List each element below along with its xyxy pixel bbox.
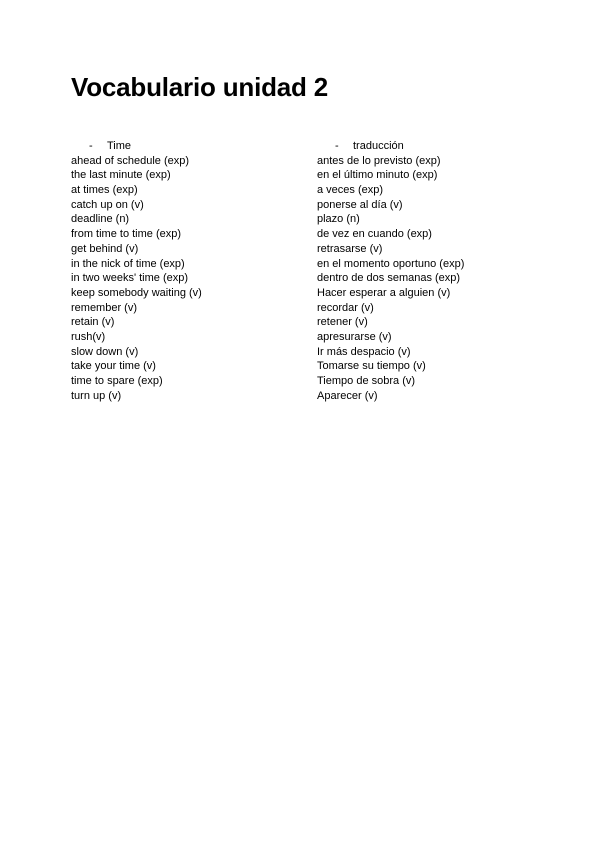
- vocab-translation: a veces (exp): [317, 184, 384, 197]
- vocabulary-spanish-column: [317, 139, 567, 403]
- vocab-term: retain (v): [71, 316, 115, 329]
- page-title: Vocabulario unidad 2: [71, 72, 329, 102]
- vocab-translation: Hacer esperar a alguien (v): [317, 286, 451, 299]
- vocab-translation: dentro de dos semanas (exp): [317, 272, 461, 285]
- vocab-translation: en el momento oportuno (exp): [317, 257, 465, 270]
- vocab-translation: recordar (v): [317, 301, 374, 314]
- bullet-dash: -: [89, 140, 93, 152]
- vocab-term: from time to time (exp): [71, 228, 182, 241]
- column-header-label: traducción: [353, 140, 404, 152]
- column-header-traduccion: [317, 139, 567, 154]
- vocab-translation: en el último minuto (exp): [317, 169, 438, 182]
- vocab-term: take your time (v): [71, 360, 156, 373]
- vocab-translation: ponerse al día (v): [317, 198, 403, 211]
- vocab-term: deadline (n): [71, 213, 130, 226]
- vocab-term: catch up on (v): [71, 198, 144, 211]
- bullet-dash: -: [335, 140, 339, 152]
- vocab-term: slow down (v): [71, 345, 139, 358]
- vocab-term: time to spare (exp): [71, 375, 163, 387]
- vocab-term: remember (v): [71, 301, 138, 314]
- vocab-translation: Tiempo de sobra (v): [317, 375, 416, 387]
- vocab-term: keep somebody waiting (v): [71, 286, 202, 299]
- vocab-translation: plazo (n): [317, 213, 360, 226]
- vocab-term: rush(v): [71, 330, 106, 343]
- vocab-translation: antes de lo previsto (exp): [317, 154, 441, 167]
- vocab-translation: de vez en cuando (exp): [317, 228, 432, 241]
- vocab-term: ahead of schedule (exp): [71, 154, 190, 167]
- column-header-label: Time: [107, 140, 132, 152]
- vocab-translation: Tomarse su tiempo (v): [317, 360, 426, 373]
- vocab-term: in two weeks' time (exp): [71, 272, 189, 285]
- vocab-translation: apresurarse (v): [317, 330, 392, 343]
- vocab-term: turn up (v): [71, 389, 122, 402]
- vocab-translation: retrasarse (v): [317, 242, 383, 255]
- vocab-term: the last minute (exp): [71, 169, 171, 182]
- vocab-term: in the nick of time (exp): [71, 257, 185, 270]
- vocab-term: at times (exp): [71, 184, 138, 197]
- column-header-time: [71, 139, 301, 154]
- vocabulary-english-column: [71, 139, 301, 403]
- vocab-translation: retener (v): [317, 316, 368, 329]
- vocab-translation: Aparecer (v): [317, 389, 378, 402]
- vocab-translation: Ir más despacio (v): [317, 345, 411, 358]
- vocab-term: get behind (v): [71, 242, 139, 255]
